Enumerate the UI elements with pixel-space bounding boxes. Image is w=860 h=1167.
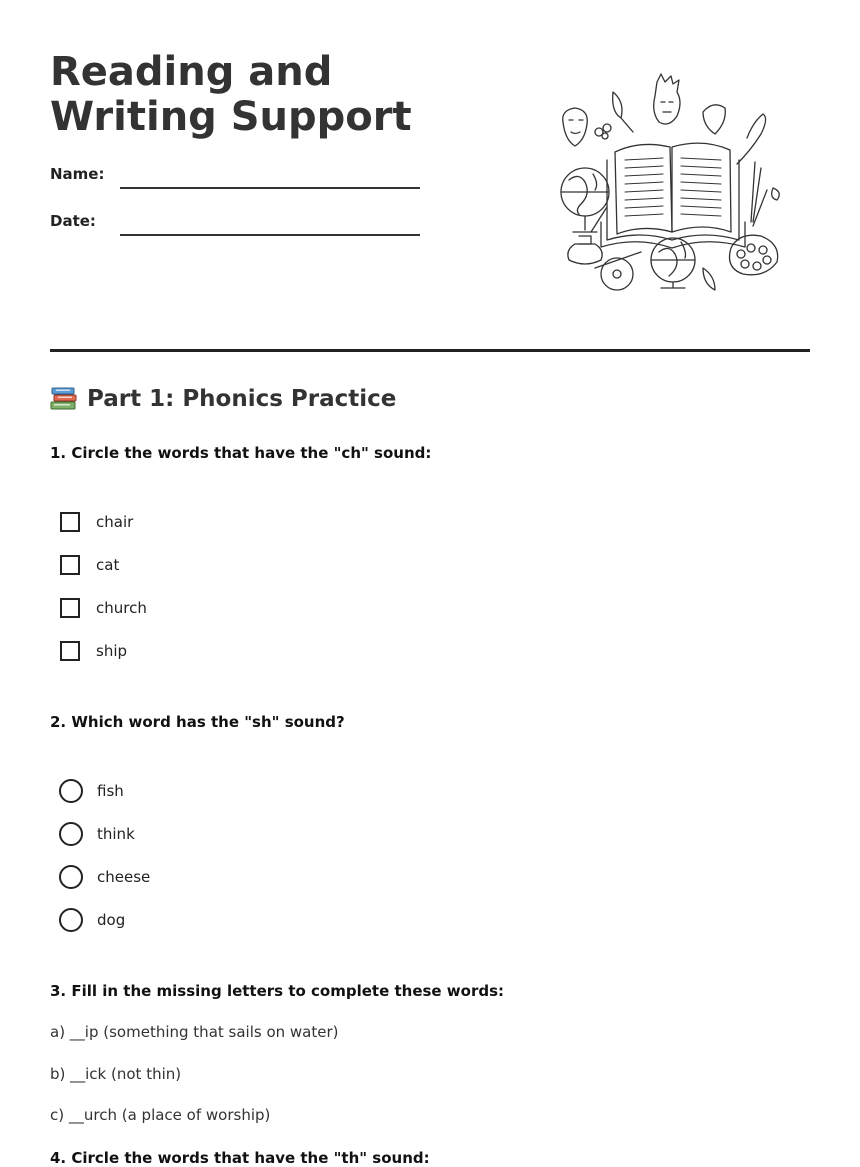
option-label: fish [97,782,124,800]
option-label: church [96,599,147,617]
q2-option-dog[interactable] [60,906,125,934]
question-2: 2. Which word has the "sh" sound? [50,713,345,731]
fill-item-c: c) __urch (a place of worship) [50,1106,271,1124]
option-label: ship [96,642,128,660]
q1-option-chair[interactable] [60,508,133,536]
checkbox[interactable] [60,555,80,575]
checkbox[interactable] [60,598,80,618]
option-label: think [97,825,135,843]
date-line[interactable] [120,234,420,236]
date-field[interactable] [50,212,430,242]
radio-button[interactable] [59,779,83,803]
fill-item-b: b) __ick (not thin) [50,1065,182,1083]
name-field[interactable] [50,165,430,195]
question-4: 4. Circle the words that have the "th" sound: [50,1149,430,1167]
checkbox[interactable] [60,641,80,661]
part1-heading [50,386,396,412]
question-3: 3. Fill in the missing letters to complete these words: [50,982,505,1000]
q1-option-ship[interactable] [60,637,127,665]
option-label: chair [96,513,134,531]
section-divider [50,349,810,352]
q1-option-church[interactable] [60,594,147,622]
name-line[interactable] [120,187,420,189]
q2-option-fish[interactable] [60,777,124,805]
q2-option-cheese[interactable] [60,863,150,891]
name-label: Name: [50,165,105,183]
radio-button[interactable] [59,822,83,846]
books-icon [50,386,78,412]
q2-option-think[interactable] [60,820,135,848]
book-illustration-icon [555,72,800,297]
date-label: Date: [50,212,96,230]
radio-button[interactable] [59,908,83,932]
q1-option-cat[interactable] [60,551,119,579]
option-label: dog [97,911,126,929]
fill-item-a: a) __ip (something that sails on water) [50,1023,339,1041]
part1-title: Part 1: Phonics Practice [87,386,397,412]
option-label: cheese [97,868,151,886]
option-label: cat [96,556,120,574]
checkbox[interactable] [60,512,80,532]
radio-button[interactable] [59,865,83,889]
page-title: Reading and Writing Support [50,49,412,140]
question-1: 1. Circle the words that have the "ch" sound: [50,444,432,462]
